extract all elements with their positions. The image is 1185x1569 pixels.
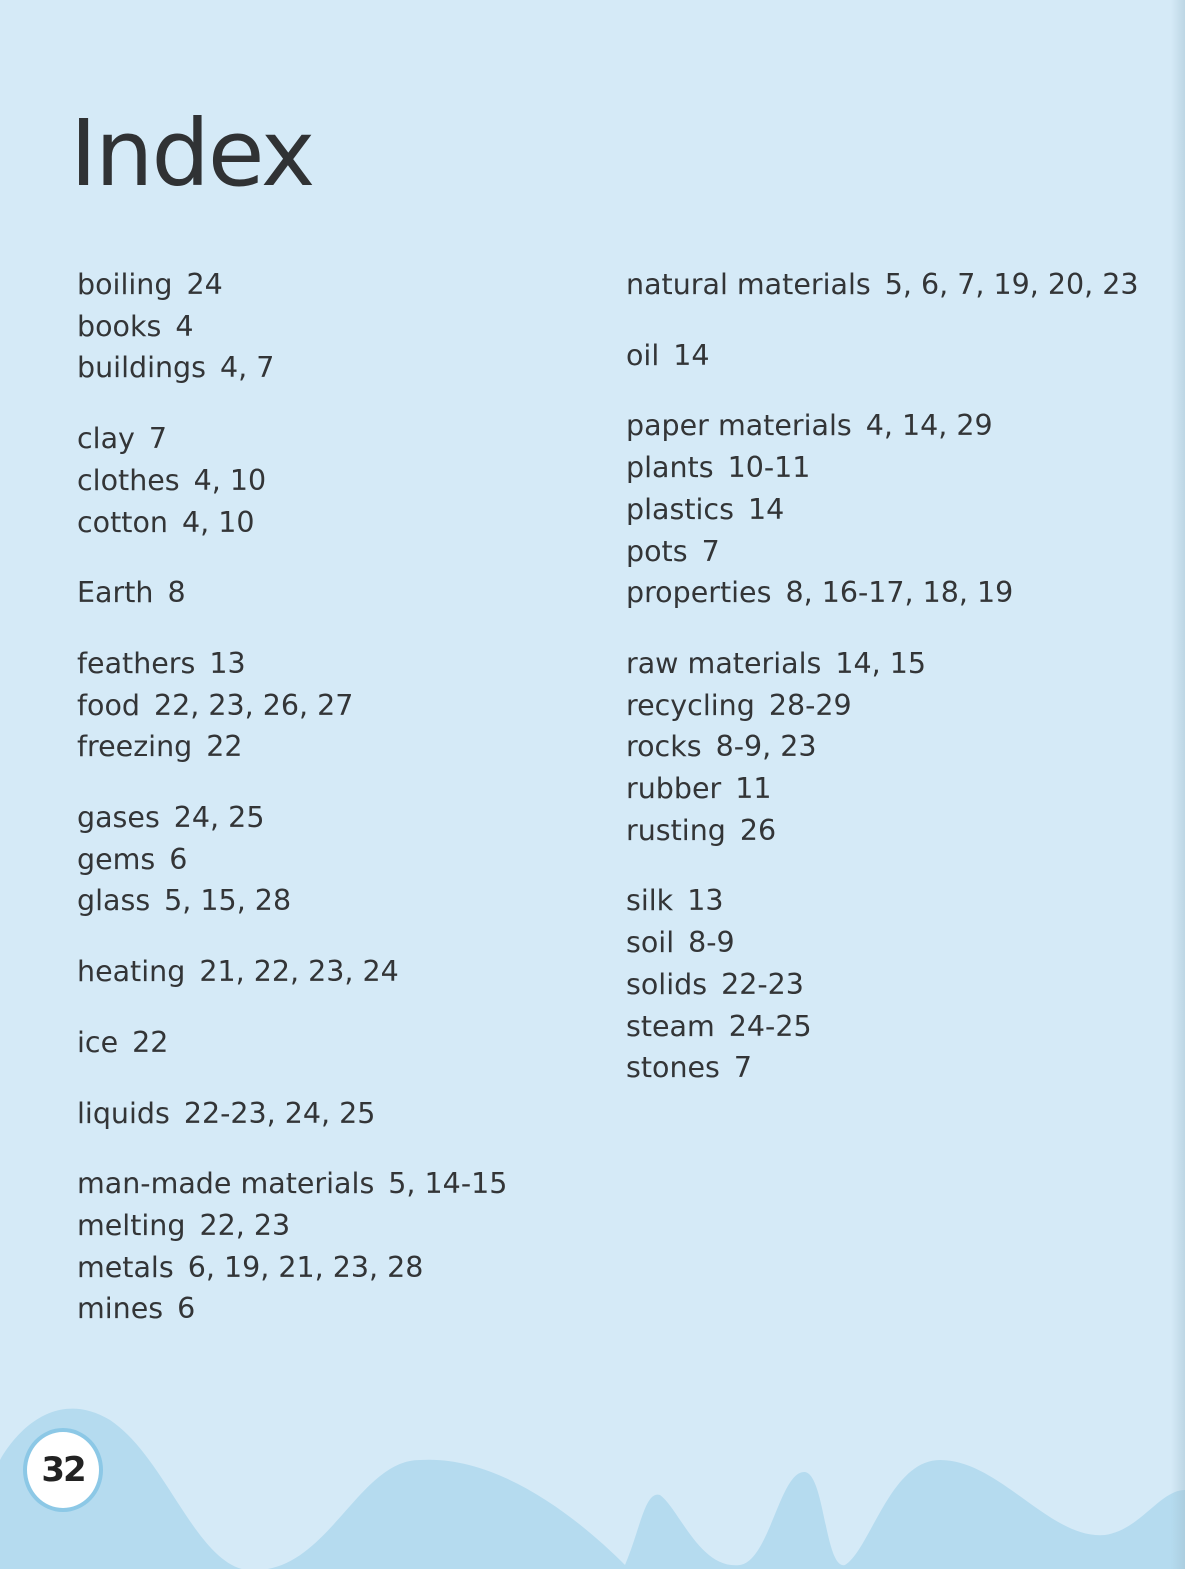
index-pages: 24, 25 <box>173 801 265 835</box>
index-pages: 13 <box>687 884 724 918</box>
index-term: freezing <box>77 730 193 764</box>
index-pages: 7 <box>701 534 720 568</box>
index-term: metals <box>77 1250 174 1284</box>
index-term: solids <box>626 967 708 1001</box>
index-term: clay <box>77 422 135 456</box>
index-pages: 28-29 <box>768 688 852 722</box>
wave-shape <box>0 1409 1185 1569</box>
index-group <box>77 797 507 922</box>
index-entry <box>77 1205 507 1247</box>
index-term: rubber <box>626 772 722 806</box>
index-term: books <box>77 309 162 343</box>
index-entry <box>626 572 1139 614</box>
index-term: silk <box>626 884 674 918</box>
index-pages: 21, 22, 23, 24 <box>199 955 399 989</box>
index-term: mines <box>77 1292 164 1326</box>
index-term: liquids <box>77 1096 170 1130</box>
index-group <box>77 264 507 389</box>
index-pages: 22-23, 24, 25 <box>183 1096 376 1130</box>
index-entry <box>626 726 1139 768</box>
index-group <box>77 418 507 543</box>
index-pages: 4, 7 <box>220 351 275 385</box>
index-term: stones <box>626 1051 720 1085</box>
index-pages: 22 <box>132 1025 169 1059</box>
index-entry <box>77 685 507 727</box>
index-pages: 5, 14-15 <box>388 1167 508 1201</box>
index-entry <box>77 1288 507 1330</box>
index-entry <box>77 1247 507 1289</box>
index-term: clothes <box>77 463 180 497</box>
index-term: recycling <box>626 688 755 722</box>
index-pages: 11 <box>735 772 772 806</box>
index-group <box>77 572 507 614</box>
index-pages: 5, 15, 28 <box>164 884 292 918</box>
index-term: man-made materials <box>77 1167 375 1201</box>
index-group <box>77 1093 507 1135</box>
index-entry <box>77 951 507 993</box>
index-entry <box>626 880 1139 922</box>
index-pages: 6, 19, 21, 23, 28 <box>187 1250 424 1284</box>
index-pages: 14 <box>747 492 785 526</box>
index-group <box>77 951 507 993</box>
index-pages: 8-9 <box>688 926 735 960</box>
index-entry <box>626 405 1139 447</box>
index-entry <box>626 685 1139 727</box>
index-pages: 4 <box>175 309 194 343</box>
index-pages: 24-25 <box>728 1009 812 1043</box>
index-column-right <box>626 264 1139 1118</box>
index-pages: 8, 16-17, 18, 19 <box>785 576 1014 610</box>
index-entry <box>77 726 507 768</box>
index-pages: 4, 14, 29 <box>865 409 993 443</box>
index-term: melting <box>77 1208 186 1242</box>
index-entry <box>77 839 507 881</box>
index-term: boiling <box>77 268 173 301</box>
index-entry <box>77 306 507 348</box>
index-entry <box>77 1093 507 1135</box>
index-term: rocks <box>626 730 702 764</box>
index-column-left <box>77 264 507 1359</box>
index-pages: 24 <box>186 268 223 301</box>
index-term: heating <box>77 955 186 989</box>
index-term: gems <box>77 842 156 876</box>
index-group <box>626 643 1139 852</box>
index-pages: 26 <box>739 813 777 847</box>
index-entry <box>77 460 507 502</box>
index-group <box>77 1022 507 1064</box>
index-entry <box>77 347 507 389</box>
index-entry <box>77 880 507 922</box>
index-entry <box>626 335 1139 377</box>
index-group <box>77 1163 507 1330</box>
index-term: plants <box>626 451 714 485</box>
index-pages: 22, 23, 26, 27 <box>154 688 354 722</box>
index-entry <box>626 768 1139 810</box>
index-entry <box>626 531 1139 573</box>
index-pages: 6 <box>169 842 188 876</box>
index-pages: 4, 10 <box>181 505 255 539</box>
page-title: Index <box>70 100 314 207</box>
index-entry <box>77 797 507 839</box>
index-term: natural materials <box>626 268 871 301</box>
wave-decoration <box>0 1380 1185 1569</box>
index-pages: 22, 23 <box>199 1208 291 1242</box>
index-entry <box>626 922 1139 964</box>
page-number-badge: 32 <box>23 1428 103 1512</box>
index-term: buildings <box>77 351 207 385</box>
index-pages: 7 <box>148 422 168 456</box>
index-pages: 6 <box>177 1292 196 1326</box>
index-pages: 10-11 <box>727 451 811 485</box>
index-group <box>626 335 1139 377</box>
index-pages: 8 <box>167 576 186 610</box>
index-term: Earth <box>77 576 154 610</box>
index-entry <box>626 1006 1139 1048</box>
index-term: steam <box>626 1009 715 1043</box>
index-term: soil <box>626 926 675 960</box>
index-entry <box>77 1163 507 1205</box>
index-group <box>626 264 1139 306</box>
index-entry <box>77 502 507 544</box>
index-entry <box>77 418 507 460</box>
index-pages: 7 <box>733 1051 753 1085</box>
index-term: plastics <box>626 492 734 526</box>
index-entry <box>77 264 507 306</box>
index-term: cotton <box>77 505 168 539</box>
index-group <box>77 643 507 768</box>
index-group <box>626 405 1139 614</box>
index-pages: 5, 6, 7, 19, 20, 23 <box>884 268 1139 301</box>
index-pages: 14, 15 <box>835 646 927 680</box>
index-entry <box>626 447 1139 489</box>
index-entry <box>626 264 1139 306</box>
index-term: pots <box>626 534 688 568</box>
index-group <box>626 880 1139 1089</box>
index-pages: 4, 10 <box>193 463 267 497</box>
index-term: gases <box>77 801 160 835</box>
index-term: feathers <box>77 646 196 680</box>
index-term: oil <box>626 338 660 372</box>
page-edge-shadow <box>1171 0 1185 1569</box>
index-entry <box>626 643 1139 685</box>
index-pages: 8-9, 23 <box>715 730 817 764</box>
index-pages: 22-23 <box>721 967 804 1001</box>
index-pages: 13 <box>209 646 246 680</box>
index-entry <box>77 643 507 685</box>
index-term: rusting <box>626 813 726 847</box>
index-entry <box>626 964 1139 1006</box>
index-pages: 14 <box>673 338 710 372</box>
index-entry <box>626 489 1139 531</box>
index-entry <box>626 1047 1139 1089</box>
index-term: paper materials <box>626 409 852 443</box>
index-term: properties <box>626 576 772 610</box>
index-term: food <box>77 688 140 722</box>
index-term: raw materials <box>626 646 822 680</box>
index-term: glass <box>77 884 151 918</box>
index-entry <box>626 810 1139 852</box>
index-entry <box>77 572 507 614</box>
index-pages: 22 <box>206 730 243 764</box>
index-entry <box>77 1022 507 1064</box>
index-term: ice <box>77 1025 119 1059</box>
